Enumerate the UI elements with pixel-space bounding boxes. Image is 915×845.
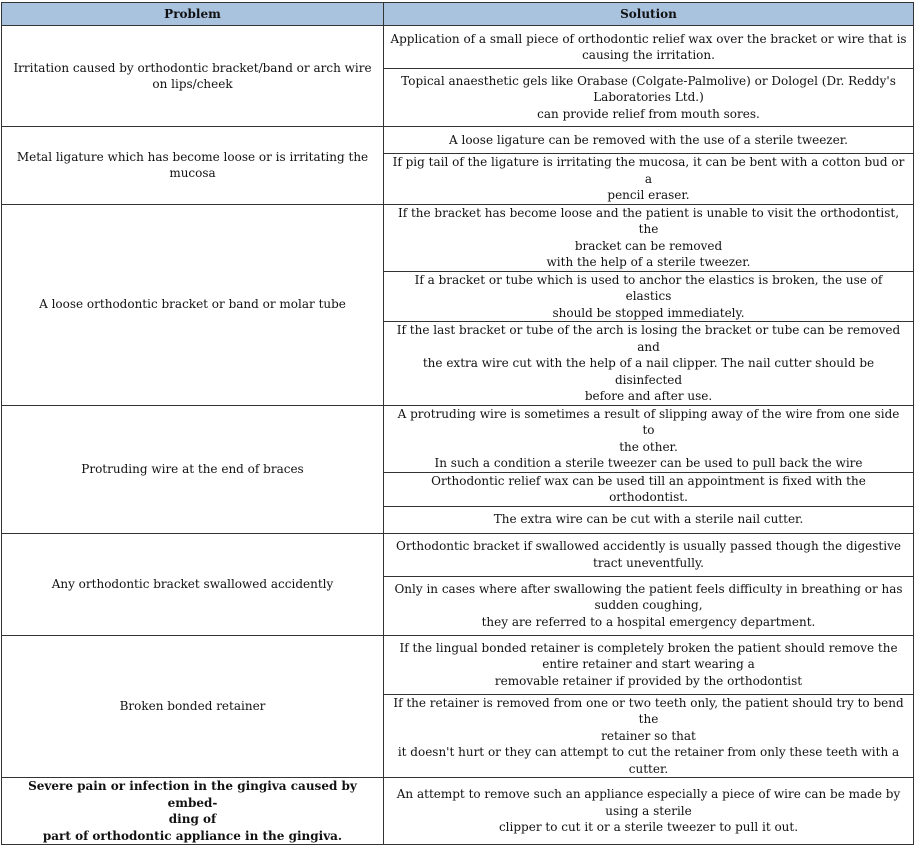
problem-cell: Severe pain or infection in the gingiva caused by embed- ding of part of orthodontic appliance in the gingiva. [2, 778, 384, 845]
solution-cell: If the retainer is removed from one or two teeth only, the patient should try to bend the retainer so that it doesn't hurt or they can attempt to cut the retainer from only these teeth with a cutter. [384, 694, 914, 778]
solution-cell: A protruding wire is sometimes a result of slipping away of the wire from one side to the other. In such a condition a sterile tweezer can be used to pull back the wire [384, 405, 914, 472]
problem-cell: Any orthodontic bracket swallowed accidently [2, 533, 384, 635]
table-row [2, 533, 914, 576]
problem-cell: Metal ligature which has become loose or is irritating the mucosa [2, 127, 384, 205]
table-row [2, 405, 914, 472]
solution-cell: Only in cases where after swallowing the patient feels difficulty in breathing or has sudden coughing, they are referred to a hospital emergency department. [384, 576, 914, 635]
header-row [2, 3, 914, 26]
solution-cell: If pig tail of the ligature is irritating the mucosa, it can be bent with a cotton bud or a pencil eraser. [384, 154, 914, 205]
problem-cell: Irritation caused by orthodontic bracket/band or arch wire on lips/cheek [2, 26, 384, 127]
solution-cell: Orthodontic bracket if swallowed accidently is usually passed though the digestive tract uneventfully. [384, 533, 914, 576]
solution-cell: Application of a small piece of orthodontic relief wax over the bracket or wire that is causing the irritation. [384, 26, 914, 69]
solution-cell: A loose ligature can be removed with the use of a sterile tweezer. [384, 127, 914, 154]
table-row [2, 778, 914, 845]
solution-cell: If a bracket or tube which is used to anchor the elastics is broken, the use of elastics should be stopped immediately. [384, 271, 914, 322]
table-row [2, 127, 914, 154]
table-row [2, 26, 914, 69]
header-solution: Solution [384, 3, 914, 26]
solution-cell: An attempt to remove such an appliance especially a piece of wire can be made by using a sterile clipper to cut it or a sterile tweezer to pull it out. [384, 778, 914, 845]
table-row [2, 204, 914, 271]
solution-cell: If the bracket has become loose and the patient is unable to visit the orthodontist, the bracket can be removed with the help of a sterile tweezer. [384, 204, 914, 271]
solution-cell: The extra wire can be cut with a sterile nail cutter. [384, 506, 914, 533]
solution-cell: If the lingual bonded retainer is completely broken the patient should remove the entire retainer and start wearing a removable retainer if provided by the orthodontist [384, 635, 914, 694]
table-row [2, 635, 914, 694]
problem-cell: Broken bonded retainer [2, 635, 384, 778]
problem-cell: Protruding wire at the end of braces [2, 405, 384, 533]
solution-cell: If the last bracket or tube of the arch is losing the bracket or tube can be removed and the extra wire cut with the help of a nail clipper. The nail cutter should be disinfected before and after use. [384, 322, 914, 406]
solution-cell: Orthodontic relief wax can be used till an appointment is fixed with the orthodontist. [384, 472, 914, 506]
problem-cell: A loose orthodontic bracket or band or molar tube [2, 204, 384, 405]
header-problem: Problem [2, 3, 384, 26]
solution-cell: Topical anaesthetic gels like Orabase (Colgate-Palmolive) or Dologel (Dr. Reddy's Laboratories Ltd.) can provide relief from mouth sores. [384, 69, 914, 127]
remedy-table [1, 2, 914, 845]
